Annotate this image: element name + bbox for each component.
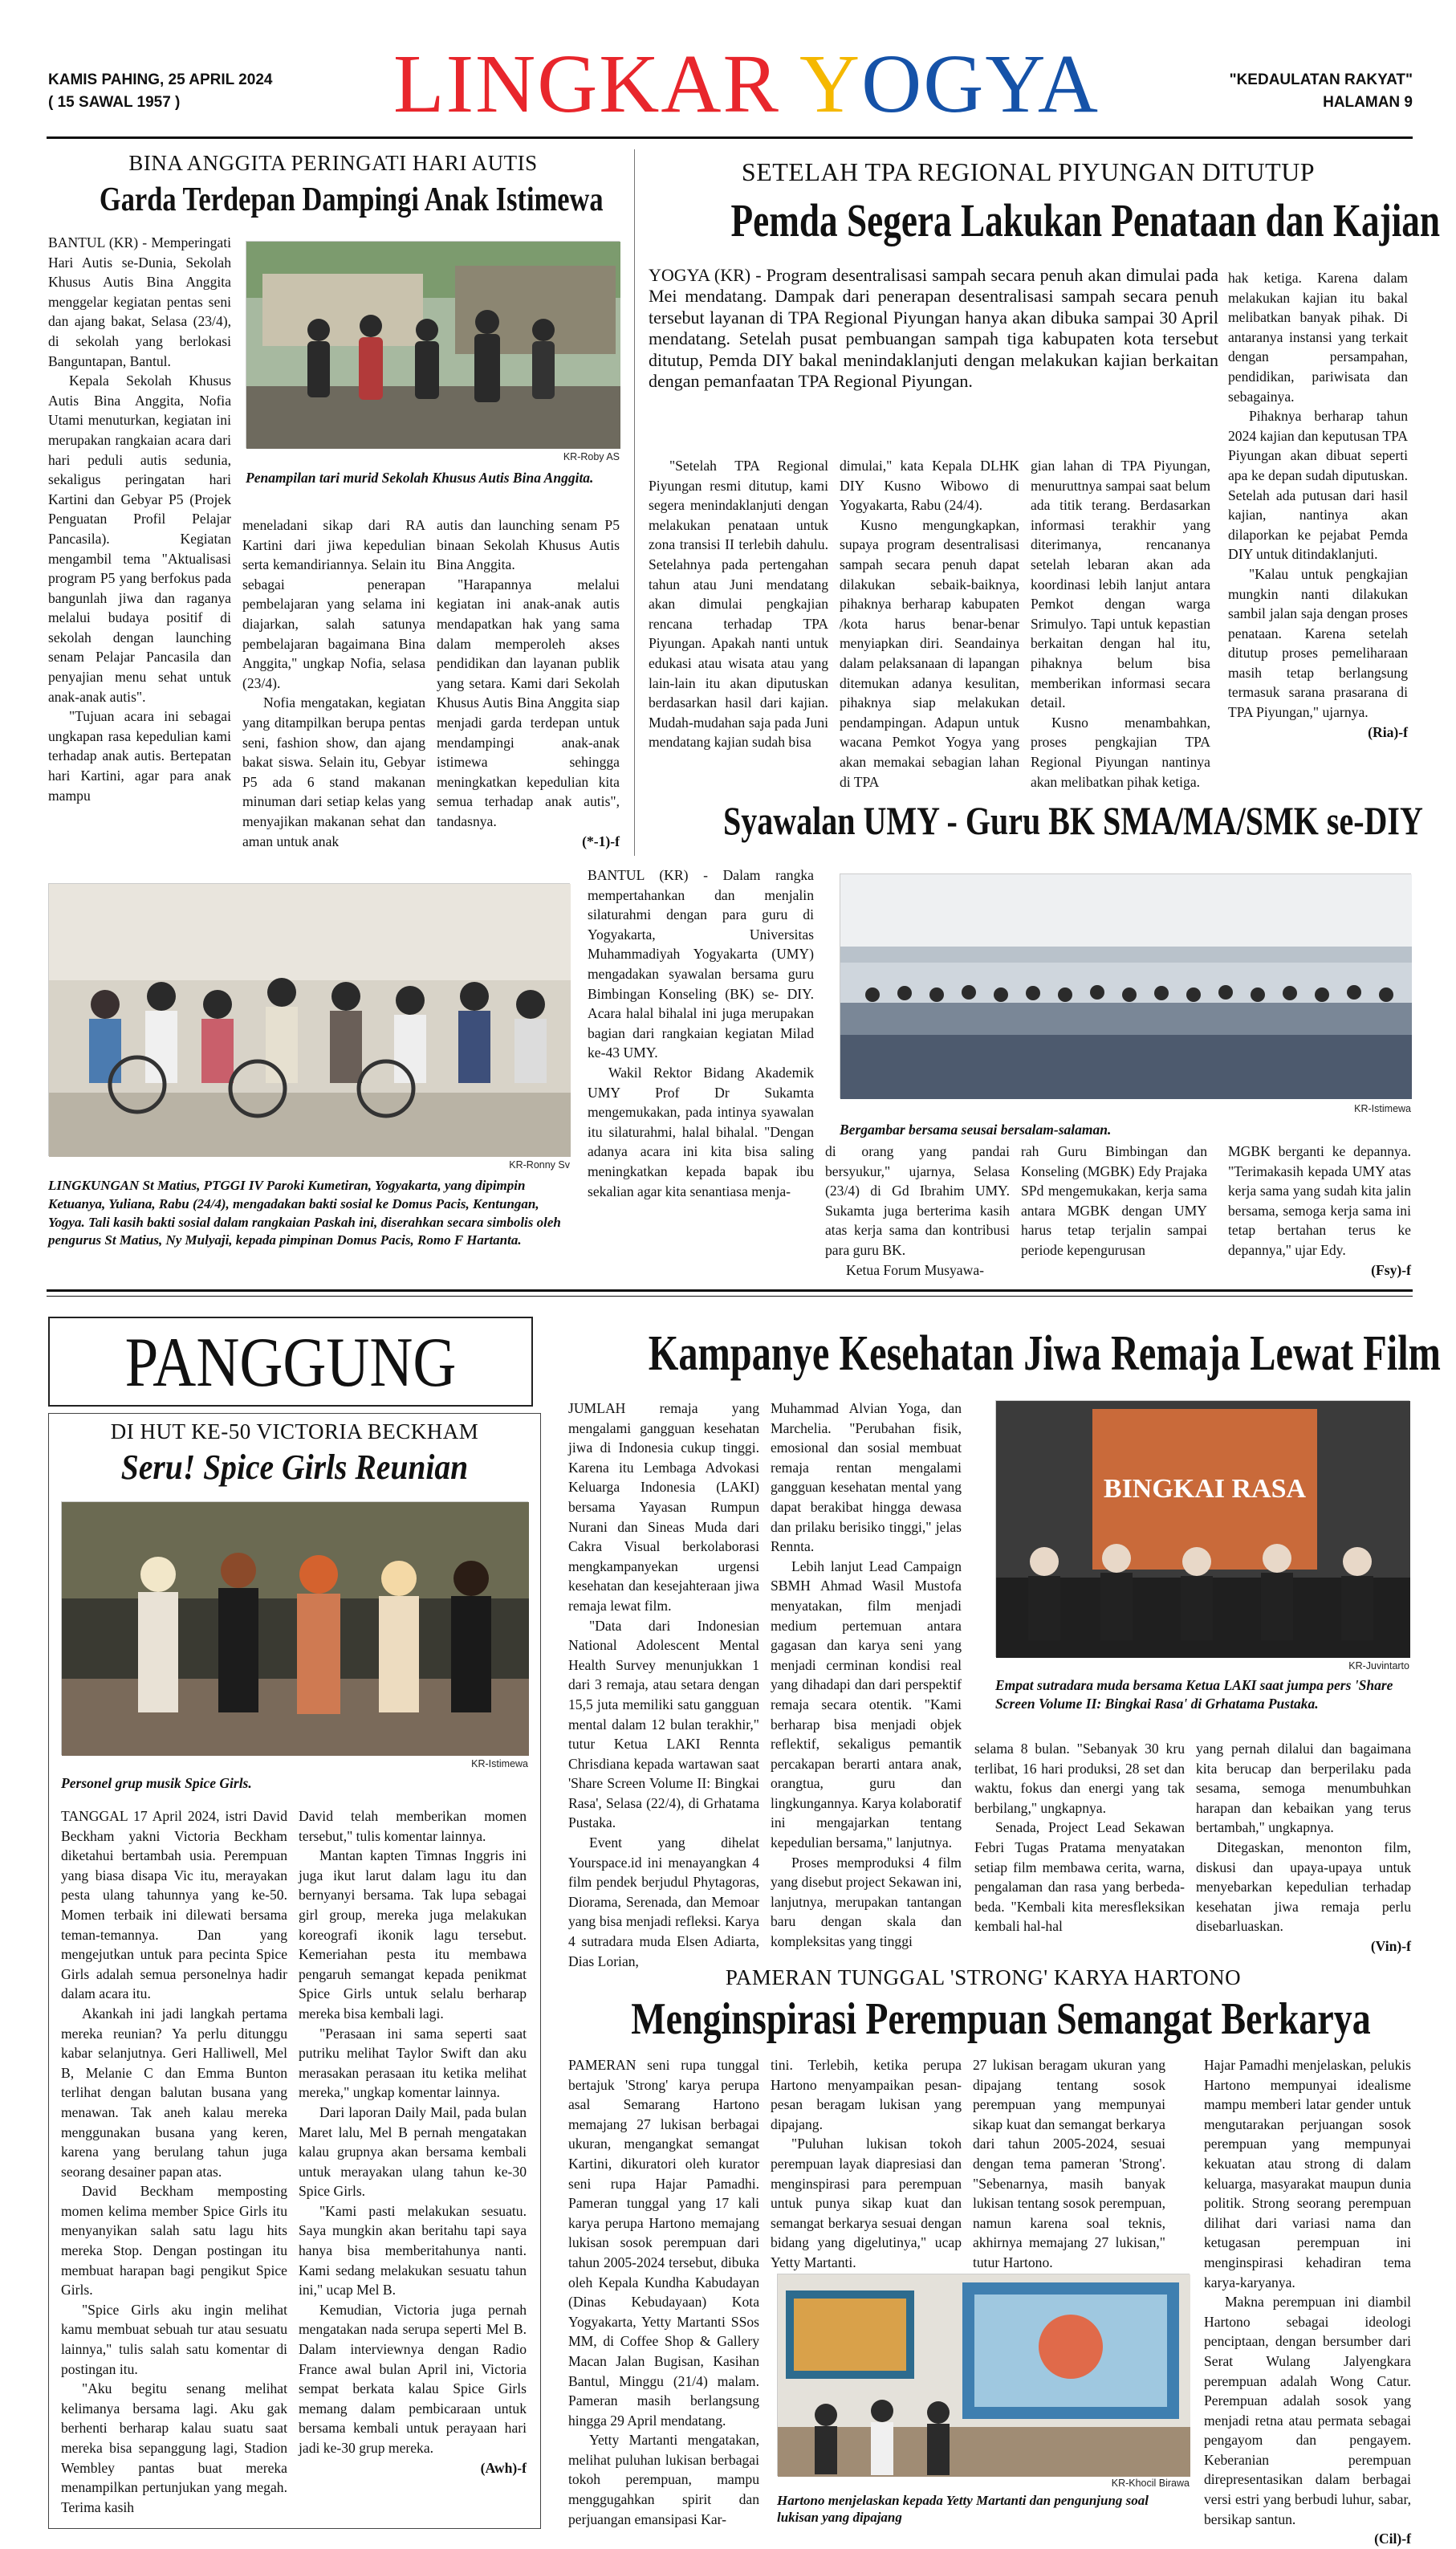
hartono-photo <box>777 2274 1190 2476</box>
hartono-photo-caption: Hartono menjelaskan kepada Yetty Martanti dan pengunjung soal lukisan yang dipajang <box>777 2493 1149 2525</box>
autis-col-2: meneladani sikap dari RA Kartini dari jiwa kepedulian serta kemandiriannya. Selain itu sebagai penerapan pembelajaran yang selama ini diajarkan, salah satunya pembelajaran bagaimana Bina Anggita," ungkap Nofia, selasa (23/4). Nofia mengatakan, kegiatan yang ditampilkan berupa pentas seni, fashion show, dan ajang bakat siswa. Selain itu, Gebyar P5 ada 6 stand makanan minuman dari setiap kelas yang menyajikan makanan sehat dan aman untuk anak <box>242 517 425 849</box>
umy-col-1: BANTUL (KR) - Dalam rangka mempertahankan dan menjalin silaturahmi dengan para guru di Yogyakarta, Universitas Muhammadiyah Yogyakarta (UMY) mengadakan syawalan bersama guru Bimbingan Konseling (BK) se- DIY. Acara halal bihalal ini juga merupakan bagian dari rangkaian kegiatan Milad ke-43 UMY. Wakil Rektor Bidang Akademik UMY Prof Dr Sukamta mengemukakan, pada intinya syawalan itu silaturahmi, halal bihalal. "Dengan adanya acara ini kita bisa saling meningkatkan kepada bapak ibu sekalian agar kita senantiasa menja- <box>588 867 814 1199</box>
umy-headline: Syawalan UMY - Guru BK SMA/MA/SMK se-DIY <box>723 798 1423 843</box>
section-rule-top <box>47 1289 1413 1292</box>
tpa-lead: YOGYA (KR) - Program desentralisasi sampah secara penuh akan dimulai pada Mei mendatang. Dampak dari penerapan desentralisasi sampah secara penuh tersebut layanan di TPA Regional Piyungan hanya akan dibuka sampai 30 April mendatang. Setelah pusat pembuangan sampah tiga kabupaten kota tersebut ditutup, Pemda DIY bakal menindaklanjuti dengan melakukan kajian berkaitan dengan pemanfaatan TPA Regional Piyungan. <box>649 265 1218 392</box>
strong-kicker: PAMERAN TUNGGAL 'STRONG' KARYA HARTONO <box>725 1965 1242 1989</box>
film-col-4: yang pernah dilalui dan bagaimana kita berucap dan berperilaku pada sesama, semoga menumbuhkan harapan dan kebaikan yang terus bertambah," ungkapnya. Ditegaskan, menonton film, diskusi dan upaya-upaya untuk menyebarkan kepedulian terhadap kesehatan jiwa remaja perlu disebarluaskan. (Vin)-f <box>1196 1741 1411 1954</box>
strong-col-2: tini. Terlebih, ketika perupa Hartono menyampaikan pesan-pesan beragam lukisan yang dipajang. "Puluhan lukisan tokoh perempuan layak diapresiasi dan menginspirasi para perempuan untuk punya sikap kuat dan semangat berkarya sesuai dengan bidang yang digelutinya," ucap Yetty Martanti. <box>771 2057 962 2270</box>
film-col-2: Muhammad Alvian Yoga, dan Marchelia. "Perubahan fisik, emosional dan sosial membuat remaja rentan mengalami gangguan kesehatan mental yang dapat berakibat hingga dewasa dan prilaku berisiko tinggi," jelas Rennta. Lebih lanjut Lead Campaign SBMH Ahmad Wasil Mustofa menyatakan, film menjadi medium pertemuan antara gagasan dan karya seni yang menjadi cerminan kondisi real yang dihadapi dan dari perspektif remaja secara otentik. "Kami berharap bisa menjadi objek reflektif, sekaligus pemantik percakapan berarti antara anak, orangtua, guru dan lingkungannya. Karya kolaboratif ini mengajarkan tentang kepedulian bersama," lanjutnya. Proses memproduksi 4 film yang disebut project Sekawan ini, lanjutnya, merupakan tantangan baru dengan skala dan kompleksitas yang tinggi <box>771 1400 962 1950</box>
spice-girls-credit: KR-Istimewa <box>471 1758 528 1769</box>
strong-headline: Menginspirasi Perempuan Semangat Berkarya <box>631 1994 1371 2044</box>
tpa-kicker: SETELAH TPA REGIONAL PIYUNGAN DITUTUP <box>741 157 1316 186</box>
hartono-photo-credit: KR-Khocil Birawa <box>1111 2478 1190 2489</box>
strong-col-4: Hajar Pamadhi menjelaskan, pelukis Hartono mempunyai idealisme mampu memberi latar gender untuk mengutarakan perjuangan sosok perempuan yang mempunyai kekuatan atau strong di dalam keluarga, masyarakat maupun dunia politik. Strong seorang perempuan dilihat dari variasi nama dan ketugasan perempuan ini menginspirasi kehadiran tema karya-karyanya. Makna perempuan ini diambil Hartono sebagai ideologi penciptaan, dengan bersumber dari Serat Wulang Jalyengkara perempuan adalah Wong Catur. Perempuan adalah sosok yang menjadi retna atau permata sebagai pengayom dan pengayem. Keberanian perempuan direpresentasikan dalam berbagai versi estri yang berbudi luhur, sabar, bersikap santun. (Cil)-f <box>1204 2057 1411 2547</box>
umy-col-4: MGBK berganti ke depannya. "Terimakasih kepada UMY atas kerja sama yang sudah kita jalin bersama, semoga kerja sama ini tetap bertahan terus ke depannya," ujar Edy. (Fsy)-f <box>1228 1143 1411 1278</box>
autis-photo <box>246 241 620 448</box>
hijri-date: ( 15 SAWAL 1957 ) <box>48 94 181 111</box>
autis-kicker: BINA ANGGITA PERINGATI HARI AUTIS <box>128 151 538 175</box>
baksos-photo-caption: LINGKUNGAN St Matius, PTGGI IV Paroki Kumetiran, Yogyakarta, yang dipimpin Ketuanya, Yuliana, Rabu (24/4), mengadakan bakti sosial ke Domus Pacis, Kentungan, Yogya. Tali kasih bakti sosial dalam rangkaian Paskah ini, diserahkan secara simbolis oleh pengurus St Matius, Ny Mulyaji, kepada pimpinan Domus Pacis, Romo F Hartanta. <box>48 1178 561 1248</box>
umy-col-2: di orang yang pandai bersyukur," ujarnya, Selasa (23/4) di Gd Ibrahim UMY. Sukamta juga berterima kasih atas kerja sama dan kontribusi para guru BK. Ketua Forum Musyawa- <box>825 1143 1010 1278</box>
autis-photo-caption: Penampilan tari murid Sekolah Khusus Autis Bina Anggita. <box>246 470 594 486</box>
autis-col-1: BANTUL (KR) - Memperingati Hari Autis se-Dunia, Sekolah Khusus Autis Bina Anggita menggelar kegiatan pentas seni dan ajang bakat, Selasa (23/4), di sekolah yang berlokasi Banguntapan, Bantul. Kepala Sekolah Khusus Autis Bina Anggita, Nofia Utami menuturkan, kegiatan ini merupakan rangkaian acara dari hari peduli autis sedunia, sekaligus peringatan hari Kartini dan Gebyar P5 (Projek Penguatan Profil Pelajar Pancasila). Kegiatan mengambil tema "Aktualisasi program P5 yang berfokus pada bangunlah jiwa dan raganya melalui budaya positif di sekolah dengan launching senam Pelajar Pancasila dan penyajian menu sehat untuk anak-anak autis". "Tujuan acara ini sebagai ungkapan rasa kepedulian kami terhadap anak autis. Bertepatan hari Kartini, agar para anak mampu <box>48 234 231 804</box>
panggung-section-label: PANGGUNG <box>124 1324 457 1402</box>
panggung-headline: Seru! Spice Girls Reunian <box>120 1448 469 1487</box>
autis-col-3: autis dan launching senam P5 binaan Sekolah Khusus Autis Bina Anggita. "Harapannya melalui kegiatan ini anak-anak autis mendapatkan hak yang sama dalam memperoleh akses pendidikan dan layanan publik yang setara. Kami dari Sekolah Khusus Autis Bina Anggita siap menjadi garda terdepan untuk mendampingi anak-anak istimewa sehingga meningkatkan kepedulian kita semua terhadap anak autis", tandasnya. (*-1)-f <box>437 517 620 849</box>
umy-photo-credit: KR-Istimewa <box>1354 1103 1411 1114</box>
autis-divider <box>634 149 635 856</box>
page-number: HALAMAN 9 <box>1323 94 1413 111</box>
tpa-col-3: gian lahan di TPA Piyungan, menuruttnya sampai saat belum ada titik terang. Berdasarkan informasi terakhir yang diterimanya, rencananya setelah lebaran akan ada koordinasi lebih lanjut antara Pemkot dengan warga Srimulyo. Tapi untuk kepastian berkaitan dengan hal itu, pihaknya belum bisa memberikan informasi secara detail. Kusno menambahkan, proses pengkajian TPA Regional Piyungan nantinya akan melibatkan pihak ketiga. <box>1031 458 1210 790</box>
logo-lingkar: LINGKAR <box>392 38 800 130</box>
masthead-logo <box>385 40 1108 128</box>
film-col-3: selama 8 bulan. "Sebanyak 30 kru terlibat, 16 hari produksi, 28 set dan waktu, fokus dan energi yang tak berbilang," ungkapnya. Senada, Project Lead Sekawan Febri Tugas Pratama menyatakan setiap film membawa cerita, warna, pengalaman dan rasa yang berbeda-beda. "Kembali kita meresfleksikan kembali hal-hal <box>974 1741 1185 1935</box>
film-photo-caption: Empat sutradara muda bersama Ketua LAKI saat jumpa pers 'Share Screen Volume II: Bingkai Rasa' di Grhatama Pustaka. <box>995 1677 1393 1712</box>
strong-col-1: PAMERAN seni rupa tunggal bertajuk 'Strong' karya perupa asal Semarang Hartono memajang 27 lukisan berbagai ukuran, mengangkat semangat Kartini, dikuratori oleh kurator seni rupa Hajar Pamadhi. Pameran tunggal yang 17 kali karya perupa Hartono memajang lukisan sosok perempuan dari tahun 2005-2024 tersebut, dibuka oleh Kepala Kundha Kabudayan (Dinas Kebudayaan) Kota Yogyakarta, Yetty Martanti SSos MM, di Coffee Shop & Gallery Macan Jalan Bugisan, Kasihan Bantul, Minggu (21/4) malam. Pameran masih berlangsung hingga 29 April mendatang. Yetty Martanti mengatakan, melihat puluhan lukisan berbagai tokoh perempuan, mampu menggugahkan spirit dan perjuangan emansipasi Kar- <box>568 2057 759 2527</box>
tpa-headline: Pemda Segera Lakukan Penataan dan Kajian <box>730 194 1441 246</box>
masthead-rule <box>47 136 1413 139</box>
film-col-1: JUMLAH remaja yang mengalami gangguan kesehatan jiwa di Indonesia cukup tinggi. Karena itu Lembaga Advokasi Keluarga Indonesia (LAKI) bersama Yayasan Rumpun Nurani dan Sineas Muda dari Cakra Visual berkolaborasi mengkampanyekan urgensi kesehatan dan kesejahteraan jiwa remaja lewat film. "Data dari Indonesian National Adolescent Mental Health Survey menunjukkan 1 dari 3 remaja, atau setara dengan 15,5 juta memiliki satu gangguan mental dalam 12 bulan terakhir," tutur Ketua LAKI Rennta Chrisdiana kepada wartawan saat 'Share Screen Volume II: Bingkai Rasa', Selasa (22/4), di Grhatama Pustaka. Event yang dihelat Yourspace.id ini menayangkan 4 film pendek berjudul Phytagoras, Diorama, Serenada, dan Memoar yang bisa menjadi refleksi. Karya 4 sutradara muda Elsen Adiarta, Dias Lorian, <box>568 1400 759 1969</box>
spice-girls-photo <box>61 1501 528 1755</box>
film-photo <box>995 1400 1409 1657</box>
tpa-col-4: hak ketiga. Karena dalam melakukan kajian itu bakal melibatkan banyak pihak. Di antaranya instansi yang terkait dengan persampahan, pendidikan, pariwisata dan sebagainya. Pihaknya berharap tahun 2024 kajian dan keputusan TPA Piyungan akan dibuat seperti apa ke depan sudah diputuskan. Setelah ada putusan dari hasil kajian, nantinya akan dilaporkan ke pejabat Pemda DIY untuk ditindaklanjuti. "Kalau untuk pengkajian mungkin nanti dilakukan sambil jalan saja dengan proses penataan. Karena setelah ditutup proses pemeliharaan masih tetap berlangsung termasuk sarana prasarana di TPA Piyungan," ujarnya. (Ria)-f <box>1228 270 1408 740</box>
issue-date: KAMIS PAHING, 25 APRIL 2024 <box>48 71 273 88</box>
film-poster-title: BINGKAI RASA <box>1103 1474 1307 1504</box>
umy-col-3: rah Guru Bimbingan dan Konseling (MGBK) Edy Prajaka SPd mengemukakan, kerja sama antara MGBK dengan UMY harus tetap terjalin sampai periode kepengurusan <box>1021 1143 1207 1258</box>
panggung-kicker: DI HUT KE-50 VICTORIA BECKHAM <box>110 1419 479 1443</box>
tpa-col-1: "Setelah TPA Regional Piyungan resmi ditutup, kami segera menindaklanjuti dengan melakukan penataan untuk zona transisi II terlebih dahulu. Setelahnya pada pertengahan tahun atau Juni mendatang akan dimulai pengkajian rencana terhadap TPA Piyungan. Apakah nanti untuk edukasi atau wisata atau yang lain-lain itu akan diputuskan berdasarkan hasil dari kajian. Mudah-mudahan saja pada Juni mendatang kajian sudah bisa <box>649 458 828 751</box>
umy-photo-caption: Bergambar bersama seusai bersalam-salaman. <box>840 1122 1112 1138</box>
umy-photo <box>840 873 1411 1098</box>
film-headline: Kampanye Kesehatan Jiwa Remaja Lewat Film <box>648 1326 1441 1381</box>
autis-headline: Garda Terdepan Dampingi Anak Istimewa <box>99 181 604 218</box>
logo-y: Y <box>799 38 862 130</box>
tpa-col-2: dimulai," kata Kepala DLHK DIY Kusno Wibowo di Yogyakarta, Rabu (24/4). Kusno mengungkapkan, supaya program desentralisasi sampah secara penuh dapat dilakukan sebaik-baiknya, pihaknya berharap kabupaten /kota harus benar-benar menyiapkan diri. Seandainya dalam pelaksanaan di lapangan ditemukan adanya kesulitan, pihaknya siap melakukan pendampingan. Adapun untuk wacana Pemkot Yogya yang akan memakai sebagian lahan di TPA <box>840 458 1019 790</box>
panggung-col-2: David telah memberikan momen tersebut," tulis komentar lainnya. Mantan kapten Timnas Inggris ini juga ikut larut dalam lagu itu dan bernyanyi bersama. Tak lupa sebagai girl group, mereka juga melakukan koreografi ikonik lagu tersebut. Kemeriahan pesta itu membawa pengaruh semangat kepada penikmat Spice Girls untuk selalu berharap mereka bisa kembali lagi. "Perasaan ini sama seperti saat putriku melihat Taylor Swift dan aku merasakan perasaan itu ketika melihat mereka," ungkap komentar lainnya. Dari laporan Daily Mail, pada bulan Maret lalu, Mel B pernah mengatakan kalau grupnya akan bersama kembali untuk merayakan ulang tahun ke-30 Spice Girls. "Kami pasti melakukan sesuatu. Saya mungkin akan beritahu tapi saya hanya bisa memberitahunya nanti. Kami sedang melakukan sesuatu tahun ini," ucap Mel B. Kemudian, Victoria juga pernah mengatakan nada serupa seperti Mel B. Dalam interviewnya dengan Radio France awal bulan April ini, Victoria sempat berkata kalau Spice Girls memang dalam pembicaraan untuk bersama kembali untuk perayaan hari jadi ke-30 grup mereka. (Awh)-f <box>299 1808 527 2476</box>
baksos-photo-credit: KR-Ronny Sv <box>509 1159 570 1171</box>
spice-girls-caption: Personel grup musik Spice Girls. <box>61 1775 252 1791</box>
strong-col-3: 27 lukisan beragam ukuran yang dipajang tentang sosok perempuan yang mempunyai sikap kuat dan semangat berkarya dari tahun 2005-2024, sesuai dengan tema pameran 'Strong'. "Sebenarnya, masih banyak lukisan tentang sosok perempuan, namun karena soal teknis, akhirnya memajang 27 lukisan," tutur Hartono. <box>973 2057 1165 2270</box>
autis-photo-credit: KR-Roby AS <box>563 451 620 462</box>
panggung-col-1: TANGGAL 17 April 2024, istri David Beckham yakni Victoria Beckham diketahui bertambah usia. Perempuan yang biasa disapa Vic itu, merayakan pesta ulang tahunnya yang ke-50. Momen terbaik ini dilewati bersama teman-temannya. Dan yang mengejutkan untuk para pecinta Spice Girls adalah semua personelnya hadir dalam acara itu. Akankah ini jadi langkah pertama mereka reunian? Ya perlu ditunggu kabar selanjutnya. Geri Halliwell, Mel B, Melanie C dan Emma Bunton terlihat dengan balutan busana yang menawan. Tak aneh kalau mereka menggunakan busana yang keren, karena yang berulang tahun juga seorang desainer papan atas. David Beckham memposting momen kelima member Spice Girls itu menyanyikan salah satu lagu hits mereka Stop. Dengan postingan itu membuat harapan bagi pengikut Spice Girls. "Spice Girls aku ingin melihat kamu membuat sebuah tur atau sesuatu lainnya," tulis salah satu komentar di postingan itu. "Aku begitu senang melihat kelimanya bersama lagi. Aku gak berhenti berharap kalau suatu saat mereka bisa sepanggung lagi, Stadion Wembley pantas buat mereka menampilkan pertunjukan yang megah. Terima kasih <box>61 1808 287 2515</box>
section-rule-bottom <box>47 1296 1413 1297</box>
baksos-photo <box>48 883 570 1156</box>
logo-ogya: OGYA <box>861 38 1100 130</box>
motto: "KEDAULATAN RAKYAT" <box>1229 71 1413 88</box>
film-photo-credit: KR-Juvintarto <box>1348 1660 1409 1672</box>
